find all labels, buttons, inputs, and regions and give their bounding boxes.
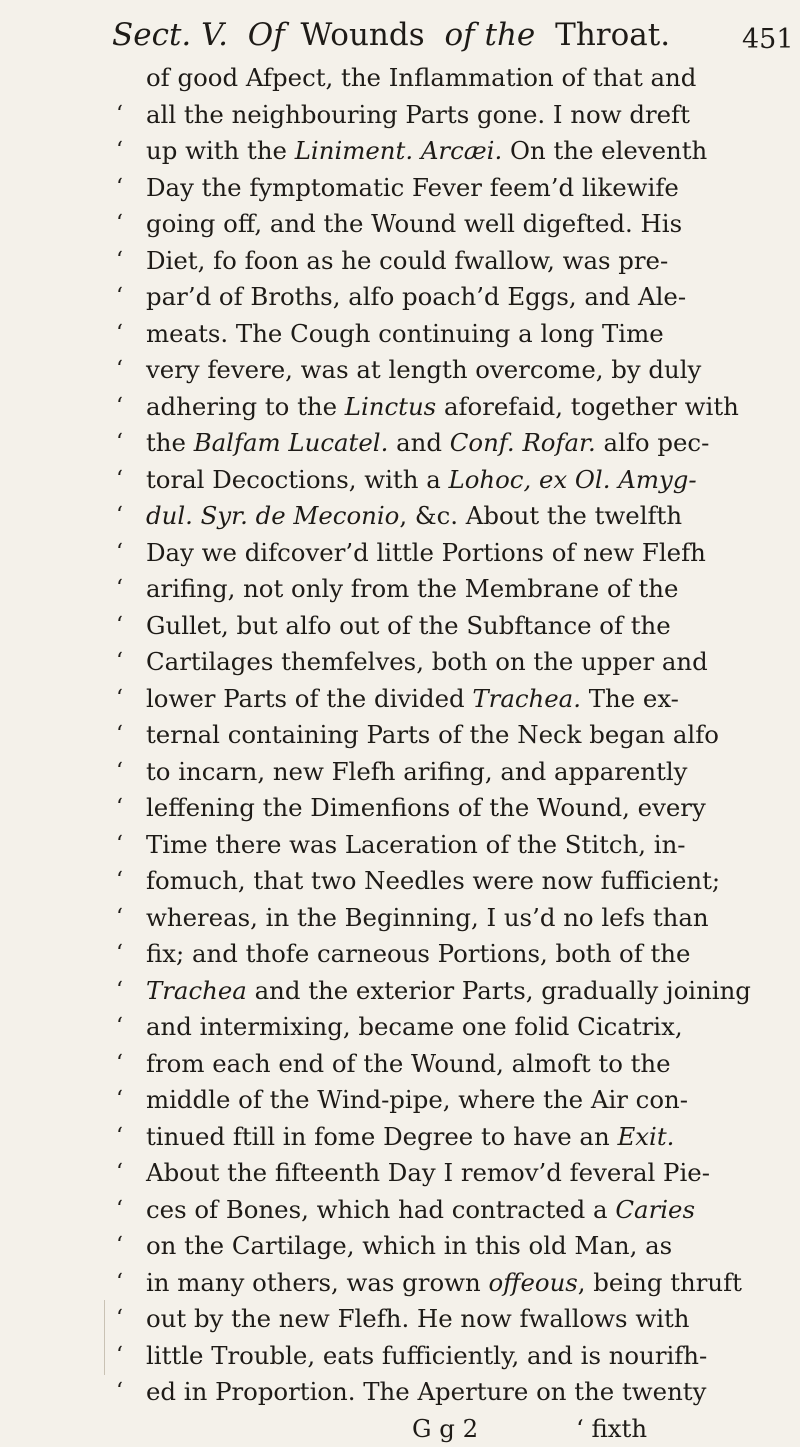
text-line: ‘ ed in Proportion. The Aperture on the twenty xyxy=(0,1374,800,1411)
text-line: ‘ going off, and the Wound well digefted. His xyxy=(0,206,800,243)
section-label: Sect. V. xyxy=(112,17,228,53)
quote-mark: ‘ xyxy=(116,243,123,280)
quote-mark: ‘ xyxy=(116,1374,123,1411)
text-line: ‘ middle of the Wind-pipe, where the Air con- xyxy=(0,1082,800,1119)
footer-line xyxy=(0,1411,800,1447)
text-line: ‘ in many others, was grown offeous, being thruft xyxy=(0,1265,800,1302)
text-line: ‘ all the neighbouring Parts gone. I now dreft xyxy=(0,97,800,134)
running-head xyxy=(112,10,772,60)
text-line: ‘ dul. Syr. de Meconio, &c. About the twelfth xyxy=(0,498,800,535)
quote-mark: ‘ xyxy=(116,1009,123,1046)
text-line: ‘ arifing, not only from the Membrane of the xyxy=(0,571,800,608)
quote-mark: ‘ xyxy=(116,206,123,243)
quote-mark: ‘ xyxy=(116,279,123,316)
text-line: ‘ Trachea and the exterior Parts, gradually joining xyxy=(0,973,800,1010)
quote-mark: ‘ xyxy=(116,535,123,572)
quote-mark: ‘ xyxy=(116,498,123,535)
quote-mark: ‘ xyxy=(116,389,123,426)
quote-mark: ‘ xyxy=(116,827,123,864)
quote-mark: ‘ xyxy=(116,170,123,207)
quote-mark: ‘ xyxy=(116,133,123,170)
text-line: ‘ whereas, in the Beginning, I us’d no lefs than xyxy=(0,900,800,937)
text-line: ‘ lower Parts of the divided Trachea. The ex- xyxy=(0,681,800,718)
quote-mark: ‘ xyxy=(116,425,123,462)
quote-mark: ‘ xyxy=(116,1338,123,1375)
title-wounds: Wounds xyxy=(301,17,425,53)
quote-mark: ‘ xyxy=(116,973,123,1010)
quote-mark: ‘ xyxy=(116,1228,123,1265)
text-line: ‘ Cartilages themfelves, both on the upper and xyxy=(0,644,800,681)
body-text xyxy=(0,60,800,1447)
text-line: ‘ Diet, fo foon as he could fwallow, was pre- xyxy=(0,243,800,280)
quote-mark: ‘ xyxy=(116,608,123,645)
title-of-the: of the xyxy=(445,17,536,53)
quote-mark: ‘ xyxy=(116,900,123,937)
quote-mark: ‘ xyxy=(116,97,123,134)
text-line: ‘ Gullet, but alfo out of the Subftance of the xyxy=(0,608,800,645)
text-line: ‘ Day the fymptomatic Fever feem’d likewife xyxy=(0,170,800,207)
quote-mark: ‘ xyxy=(116,462,123,499)
text-line: ‘ to incarn, new Flefh arifing, and apparently xyxy=(0,754,800,791)
signature-mark: G g 2 xyxy=(412,1411,478,1447)
text-line: ‘ toral Decoctions, with a Lohoc, ex Ol. Amyg- xyxy=(0,462,800,499)
text-line: ‘ from each end of the Wound, almoft to the xyxy=(0,1046,800,1083)
text-line: ‘ fomuch, that two Needles were now fufficient; xyxy=(0,863,800,900)
text-line: ‘ on the Cartilage, which in this old Man, as xyxy=(0,1228,800,1265)
text-line: ‘ leffening the Dimenfions of the Wound, every xyxy=(0,790,800,827)
quote-mark: ‘ xyxy=(116,1265,123,1302)
quote-mark: ‘ xyxy=(116,863,123,900)
text-line: ‘ About the fifteenth Day I remov’d feveral Pie- xyxy=(0,1155,800,1192)
gutter-shadow xyxy=(104,1300,105,1375)
quote-mark: ‘ xyxy=(116,644,123,681)
text-line: ‘ Time there was Laceration of the Stitch, in- xyxy=(0,827,800,864)
text-line: ‘ adhering to the Linctus aforefaid, together with xyxy=(0,389,800,426)
quote-mark: ‘ xyxy=(116,936,123,973)
quote-mark: ‘ xyxy=(116,754,123,791)
text-line: ‘ tinued ftill in fome Degree to have an Exit. xyxy=(0,1119,800,1156)
quote-mark: ‘ xyxy=(116,790,123,827)
quote-mark: ‘ xyxy=(116,1119,123,1156)
quote-mark: ‘ xyxy=(116,316,123,353)
text-line: ‘ meats. The Cough continuing a long Time xyxy=(0,316,800,353)
text-line: ‘ out by the new Flefh. He now fwallows with xyxy=(0,1301,800,1338)
quote-mark: ‘ xyxy=(116,1155,123,1192)
text-line: ‘ up with the Liniment. Arcæi. On the eleventh xyxy=(0,133,800,170)
quote-mark: ‘ xyxy=(116,1082,123,1119)
text-line: of good Afpect, the Inflammation of that and xyxy=(0,60,800,97)
title-throat: Throat. xyxy=(555,17,670,53)
text-line: ‘ fix; and thofe carneous Portions, both of the xyxy=(0,936,800,973)
quote-mark: ‘ xyxy=(116,681,123,718)
text-line: ‘ the Balfam Lucatel. and Conf. Rofar. alfo pec- xyxy=(0,425,800,462)
catchword: ‘ fixth xyxy=(576,1411,647,1447)
text-line: ‘ little Trouble, eats fufficiently, and is nourifh- xyxy=(0,1338,800,1375)
page-number: 451 xyxy=(742,18,794,62)
quote-mark: ‘ xyxy=(116,352,123,389)
title-of: Of xyxy=(248,17,285,53)
quote-mark: ‘ xyxy=(116,1192,123,1229)
quote-mark: ‘ xyxy=(116,571,123,608)
quote-mark: ‘ xyxy=(116,1046,123,1083)
text-line: ‘ ternal containing Parts of the Neck began alfo xyxy=(0,717,800,754)
text-line: ‘ ces of Bones, which had contracted a Caries xyxy=(0,1192,800,1229)
text-line: ‘ very fevere, was at length overcome, by duly xyxy=(0,352,800,389)
text-line: ‘ par’d of Broths, alfo poach’d Eggs, and Ale- xyxy=(0,279,800,316)
quote-mark: ‘ xyxy=(116,1301,123,1338)
text-line: ‘ and intermixing, became one folid Cicatrix, xyxy=(0,1009,800,1046)
quote-mark: ‘ xyxy=(116,717,123,754)
text-line: ‘ Day we difcover’d little Portions of new Flefh xyxy=(0,535,800,572)
